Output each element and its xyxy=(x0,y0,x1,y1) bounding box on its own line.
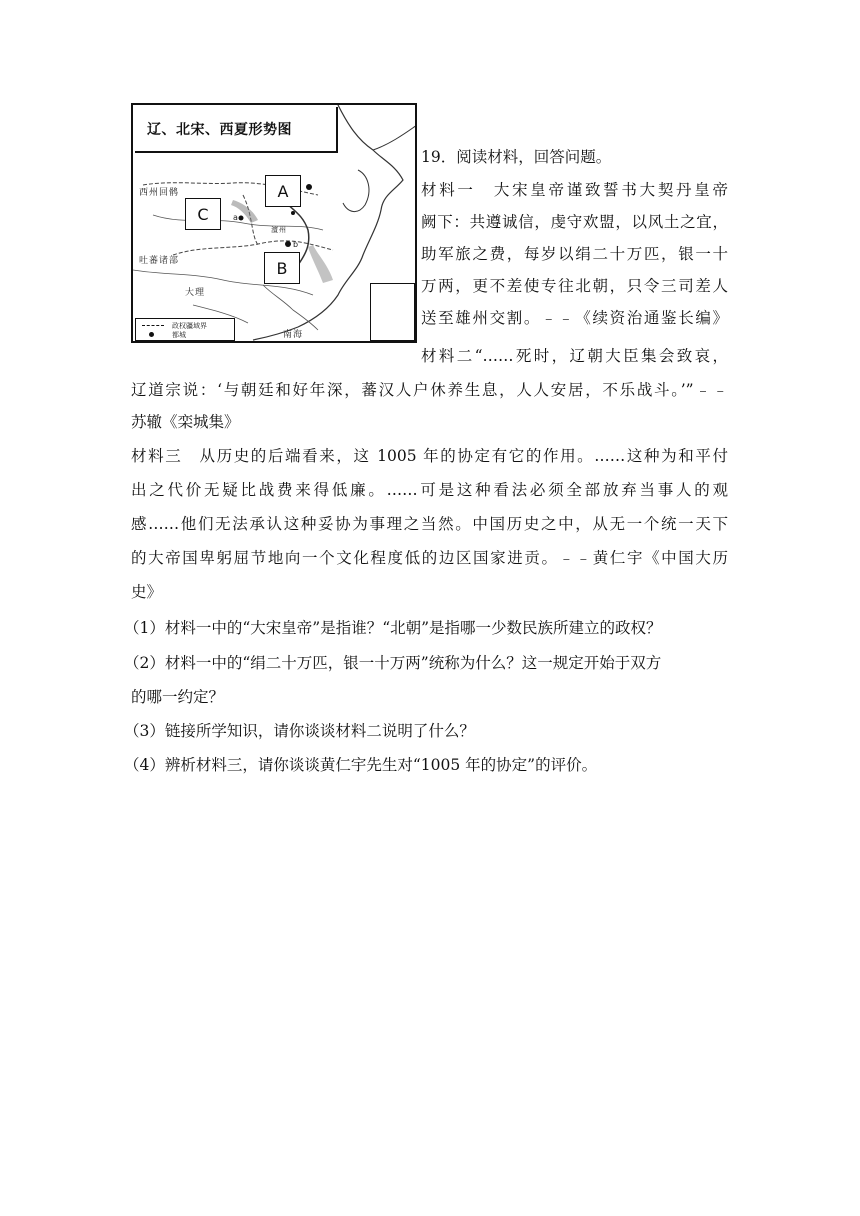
map-title: 辽、北宋、西夏形势图 xyxy=(147,122,292,138)
map-title-box xyxy=(135,107,338,153)
legend-boundary-line xyxy=(142,325,164,326)
map-legend xyxy=(135,318,235,341)
region-box-a: A xyxy=(265,175,301,207)
legend-city-dot xyxy=(149,332,154,337)
map-label-nanhai: 南海 xyxy=(283,330,304,340)
legend-city-label: 都城 xyxy=(172,331,186,339)
material-one-line-4: 万两，更不差使专往北朝，只令三司差人 xyxy=(421,277,728,295)
sub-question-3: （3）链接所学知识，请你谈谈材料二说明了什么？ xyxy=(124,722,475,740)
map-label-xizhou-huihu: 西州回鹘 xyxy=(139,188,180,198)
material-two-line-2: 辽道宗说：‘与朝廷和好年深，蕃汉人户休养生息，人人安居，不乐战斗。’”﹣﹣ xyxy=(131,381,728,399)
sub-question-4: （4）辨析材料三，请你谈谈黄仁宇先生对“1005 年的协定”的评价。 xyxy=(124,756,598,774)
map-point-a: a xyxy=(233,213,239,222)
legend-boundary-label: 政权疆域界 xyxy=(172,322,207,330)
sub-question-1: （1）材料一中的“大宋皇帝”是指谁？“北朝”是指哪一少数民族所建立的政权？ xyxy=(124,619,662,637)
material-one-line-2: 阙下：共遵诚信，虔守欢盟，以风土之宜， xyxy=(421,213,728,231)
region-box-b: B xyxy=(264,252,300,284)
material-three-line-2: 出之代价无疑比战费来得低廉。……可是这种看法必须全部放弃当事人的观 xyxy=(131,481,728,499)
material-one-line-5: 送至雄州交割。﹣﹣《续资治通鉴长编》 xyxy=(421,309,728,327)
map-point-b: b xyxy=(293,240,300,249)
map-inset xyxy=(370,283,415,341)
material-two-line-1: 材料二“……死时，辽朝大臣集会致哀， xyxy=(421,347,728,365)
material-three-line-3: 感……他们无法承认这种妥协为事理之当然。中国历史之中，从无一个统一天下 xyxy=(131,515,728,533)
question-header: 19．阅读材料，回答问题。 xyxy=(421,148,612,166)
map-label-chanzhou: 澶州 xyxy=(271,226,287,234)
region-box-c: C xyxy=(185,198,221,230)
material-one-line-1: 材料一 大宋皇帝谨致誓书大契丹皇帝 xyxy=(421,181,728,199)
sub-question-2-line-2: 的哪一约定？ xyxy=(131,688,225,706)
material-three-line-4: 的大帝国卑躬屈节地向一个文化程度低的边区国家进贡。﹣﹣黄仁宇《中国大历 xyxy=(131,549,728,567)
material-three-line-1: 材料三 从历史的后端看来，这 1005 年的协定有它的作用。……这种为和平付 xyxy=(131,447,728,465)
material-three-line-5: 史》 xyxy=(131,583,163,601)
material-one-line-3: 助军旅之费，每岁以绢二十万匹，银一十 xyxy=(421,245,728,263)
material-two-line-3: 苏辙《栾城集》 xyxy=(131,413,240,431)
map-label-dali: 大理 xyxy=(185,288,206,298)
sub-question-2-line-1: （2）材料一中的“绢二十万匹，银一十万两”统称为什么？这一规定开始于双方 xyxy=(124,654,662,672)
map-label-tubo: 吐蕃诸部 xyxy=(139,256,180,266)
historical-map xyxy=(131,103,417,343)
